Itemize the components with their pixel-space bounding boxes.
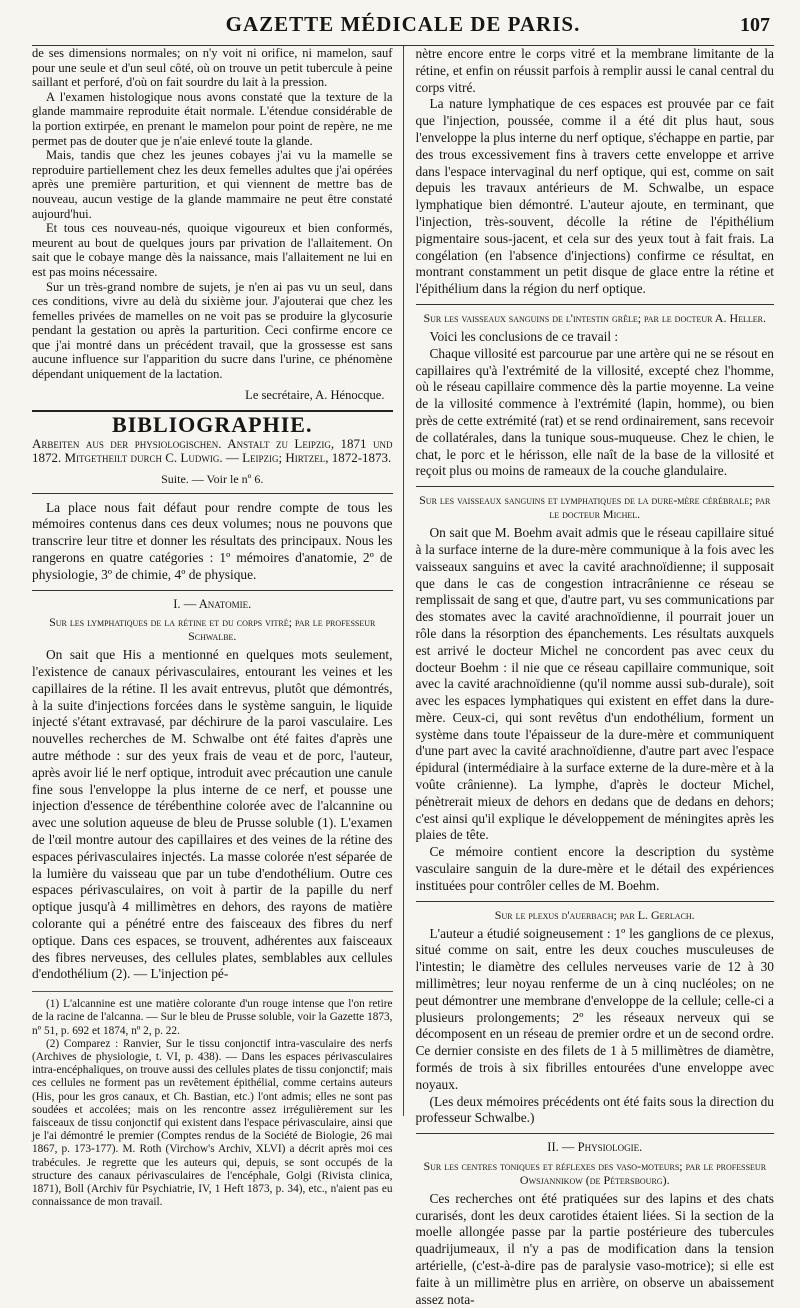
article-title-schwalbe: Sur les lymphatiques de la rétine et du corps vitré; par le professeur Schwalbe.: [49, 615, 376, 644]
column-rule: [403, 46, 404, 1116]
divider: [416, 304, 775, 305]
journal-title: GAZETTE MÉDICALE DE PARIS.: [225, 12, 581, 36]
left-column: [32, 46, 399, 1209]
two-column-body: [32, 46, 774, 1307]
paragraph: A l'examen histologique nous avons constaté que la texture de la glande mammaire reproduite était normale. L'étendue considérable de la portion extirpée, en prenant le mamelon pour point de repère, ne me permet pas de douter que je n'aie enlevé toute la glande.: [32, 89, 393, 148]
paragraph: de ses dimensions normales; on n'y voit ni orifice, ni mamelon, sauf pour une seule et d'un seul côté, où on trouve un petit tubercule à peine saillant et perforé, d'où on fait sourdre du lait à la pression.: [32, 46, 393, 90]
section-title-anatomie: I. — Anatomie.: [173, 596, 252, 611]
bibliography-heading: BIBLIOGRAPHIE.: [112, 412, 313, 438]
footnotes: [32, 991, 393, 1209]
divider: [32, 590, 393, 591]
paragraph: nètre encore entre le corps vitré et la membrane limitante de la rétine, et enfin on réussit parfois à remplir aussi le canal central du corps vitré.: [415, 46, 774, 95]
divider: [32, 493, 393, 494]
page-header: [32, 12, 774, 46]
right-column: [408, 46, 775, 1307]
divider: [416, 486, 775, 487]
section-title-physiologie: II. — Physiologie.: [547, 1140, 643, 1155]
article-title-owsjannikow: Sur les centres toniques et réflexes des vaso-moteurs; par le professeur Owsjannikow (de Pétersbourg).: [423, 1158, 767, 1187]
paragraph: Sur un très-grand nombre de sujets, je n'en ai pas vu un seul, dans ces conditions, vivre au delà du sixième jour. J'ajouterai que chez les femelles privées de mamelles on ne voit pas se produire la glycosurie pendant la gestation ou après la parturition. Ceci confirme encore ce que j'ai montré dans un précédent travail, que la grossesse est sans aucune influence sur l'apparition du sucre dans l'urine, ce phénomène dépendant uniquement de la lactation.: [32, 279, 393, 382]
paragraph: Chaque villosité est parcourue par une artère qui ne se résout en capillaires qu'à l'extrémité de la villosité, excepté chez l'homme, où le réseau capillaire commence dès la partie moyenne. La veine de la villosité commence à l'extrémité (lapin, homme), ou bien près de cette extrémité (rat) et se rend ordinairement, sans recevoir de collatérales, dans la tunique sous-muqueuse. Chez le chien, le chat, le porc et le hérisson, elle naît de la base de la villosité et reçoit plus ou moins de rameaux de la couche glandulaire.: [415, 345, 774, 479]
paragraph: On sait que His a mentionné en quelques mots seulement, l'existence de canaux périvasculaires, entourant les veines et les capillaires de la rétine. Il les avait entrevus, plutôt que démontrés, à la suite d'injections forcées dans le système sanguin, le liquide injecté s'étant extravasé, par déchirure de la paroi vasculaire. Les nouvelles recherches de M. Schwalbe ont été faites d'après une autre méthode : sur des yeux frais de veau et de porc, l'auteur, après avoir lié le nerf optique, introduit avec précaution une canule fine sous l'enveloppe la plus interne de ce nerf, et pousse une injection d'essence de térébenthine colorée avec de l'alcannine ou avec une solution aqueuse de bleu de Prusse soluble (1). L'examen de l'œil montre autour des capillaires et des veines de la rétine des espaces périvasculaires injectés. La masse colorée n'est séparée de la lumière du vaisseau que par un tube d'endothélium. Outre ces espaces périvasculaires, on voit à partir de la papille du nerf optique jusqu'à 4 millimètres en dehors, des rayons de matière colorante qui a pénétré entre des faisceaux des fibres du nerf optique. Dans ces espaces, se trouvent, adhérentes aux faisceaux des fibres nerveuses, des cellules plates, semblables aux cellules d'endothélium (2). — L'injection pé-: [32, 647, 393, 982]
divider: [416, 901, 775, 902]
paragraph: Voici les conclusions de ce travail :: [429, 328, 619, 344]
article-title-heller: Sur les vaisseaux sanguins de l'intestin grêle; par le docteur A. Heller.: [423, 310, 766, 325]
paragraph: Ce mémoire contient encore la description du système vasculaire sanguin de la dure-mère et le détail des expériences instituées pour contrôler celles de M. Boehm.: [415, 844, 774, 893]
footnote-1: (1) L'alcannine est une matière colorante d'un rouge intense que l'on retire de la racine de l'alcanna. — Sur le bleu de Prusse soluble, voir la Gazette 1873, nº 51, p. 692 et 1874, nº 2, p. 22.: [32, 998, 393, 1037]
paragraph: Ces recherches ont été pratiquées sur des lapins et des chats curarisés, dont les deux carotides étaient liées. Si la section de la moelle allongée passe par la partie postérieure des tubercules quadrijumeaux, il n'y a pas de modification dans la tension artérielle, (c'est-à-dire pas de paralysie vaso-motrice); si elle est faite à un millimètre plus en arrière, on observe un abaissement assez nota-: [415, 1190, 774, 1307]
divider: [416, 1133, 775, 1134]
paragraph: La nature lymphatique de ces espaces est prouvée par ce fait que l'injection, poussée, comme il a été dit plus haut, sous l'enveloppe la plus interne du nerf optique, s'échappe en partie, par des trous excessivement fins à travers cette enveloppe et arrive dans l'espace intervaginal du nerf optique, qui est, comme on sait depuis les travaux antérieurs de M. Schwalbe, un espace lymphatique bien démontré. L'auteur ajoute, en terminant, que l'injection, très-souvent, décolle la rétine de l'épithélium pigmentaire sous-jacent, et cela sur des yeux tout à fait frais. La congélation (en l'absence d'injections) confirme ce résultat, en montrant constamment un petit disque de glace entre la rétine et l'épithélium dans la région du nerf optique.: [415, 96, 774, 297]
paragraph: On sait que M. Boehm avait admis que le réseau capillaire situé à la surface interne de la dure-mère communique à la fois avec les vaisseaux sanguins et avec la cavité arachnoïdienne; il supposait que dans le cas de congestion intracrânienne ce réseau se remplissait de sang et que, d'autre part, vu ses communications par des stomates avec la cavité arachnoïdienne, il pourrait jouer un rôle dans la résorption des épanchements. Les résultats auxquels est arrivé le docteur Michel ne concordent pas avec ceux du docteur Boehm : il nie que ce réseau capillaire communique, soit avec la cavité arachnoïdienne (qu'il nomme aussi sub-durale), soit avec les espaces lymphatiques qui existent en effet dans la dure-mère. Ceux-ci, qui sont revêtus d'un endothélium, forment un système dans toute l'épaisseur de la dure-mère et communiquent d'une part avec la cavité arachnoïdienne, d'autre part avec l'espace épidural (intermédiaire à la surface externe de la dure-mère et à la voûte crânienne). La lymphe, d'après le docteur Michel, pénètrerait mieux de dehors en dedans que de dedans en dehors; c'est ainsi qu'il explique le développement de méningites après les plaies de tête.: [415, 525, 774, 843]
footnote-2: (2) Comparez : Ranvier, Sur le tissu conjonctif intra-vasculaire des nerfs (Archives de physiologie, t. VI, p. 438). — Dans les espaces périvasculaires intra-encéphaliques, on trouve aussi des cellules plates de tissu conjonctif; mais ces cellules ne forment pas un revêtement épithélial, comme certains auteurs (His, pour les gros canaux, et Ch. Bastian, etc.) l'ont admis; elles ne sont pas soudées et accolées; mais on les rencontre assez irrégulièrement sur les faisceaux de tissu conjonctif qui existent dans l'espace périvasculaire, ainsi que je l'ai démontré le premier (Comptes rendus de la Société de Biologie, 26 mai 1867, p. 173-177). M. Roth (Virchow's Archiv, XLVI) a décrit après moi ces trabécules. Je regrette que les auteurs qui, depuis, se sont occupés de la structure des canaux périvasculaires de l'encéphale, Golgi (Rivista clinica, 1871), Boll (Archiv für Psychiatrie, IV, 1 Heft 1873, p. 34), etc., n'aient pas eu connaissance de mon travail.: [32, 1037, 393, 1209]
paragraph: Et tous ces nouveau-nés, quoique vigoureux et bien conformés, meurent au bout de quelques jours par privation de l'allaitement. On sait que le cobaye mange dès la naissance, mais l'allaitement ne lui en est pas moins nécessaire.: [32, 221, 393, 279]
intro-paragraph: La place nous fait défaut pour rendre compte de tous les mémoires contenus dans ces deux volumes; nous ne pouvons que transcrire leur titre et donner les résultats des principaux. Nous les rangerons en quatre catégories : 1º mémoires d'anatomie, 2º de physiologie, 3º de chimie, 4º de physique.: [32, 499, 393, 582]
continuation-note: Suite. — Voir le nº 6.: [161, 472, 264, 487]
article-title-michel: Sur les vaisseaux sanguins et lymphatiques de la dure-mère cérébrale; par le docteur Michel.: [419, 493, 771, 522]
paragraph: (Les deux mémoires précédents ont été faits sous la direction du professeur Schwalbe.): [415, 1093, 774, 1126]
bibliography-reference: Arbeiten aus der physiologischen. Anstalt zu Leipzig, 1871 und 1872. Mitgetheilt durch C. Ludwig. — Leipzig; Hirtzel, 1872-1873.: [32, 435, 393, 466]
page-number: 107: [740, 14, 770, 36]
paragraph: L'auteur a étudié soigneusement : 1º les ganglions de ce plexus, situé comme on sait, entre les deux couches musculeuses de l'intestin; le diamètre des cellules nerveuses varie de 12 à 30 millimètres; leur noyau renferme de un à cinq nucléoles; on ne peut démontrer une membrane d'enveloppe de la cellule; celle-ci a plusieurs prolongements; 2º les réseaux nerveux qui se décomposent en un réseau de premier ordre et un de second ordre. Ce dernier consiste en des filets de 1 à 5 millimètres de diamètre, formés de trois à six fibrilles entourées d'une enveloppe avec noyaux.: [415, 925, 774, 1092]
secretary-signature: Le secrétaire, A. Hénocque.: [245, 387, 385, 402]
paragraph: Mais, tandis que chez les jeunes cobayes j'ai vu la mamelle se reproduire partiellement chez les deux femelles adultes que j'ai opérées après une première parturition, et qui viennent de mettre bas de nouveau, aucun vestige de la glande mammaire ne peut être constaté aujourd'hui.: [32, 148, 393, 221]
article-title-gerlach: Sur le plexus d'auerbach; par L. Gerlach.: [494, 907, 695, 922]
